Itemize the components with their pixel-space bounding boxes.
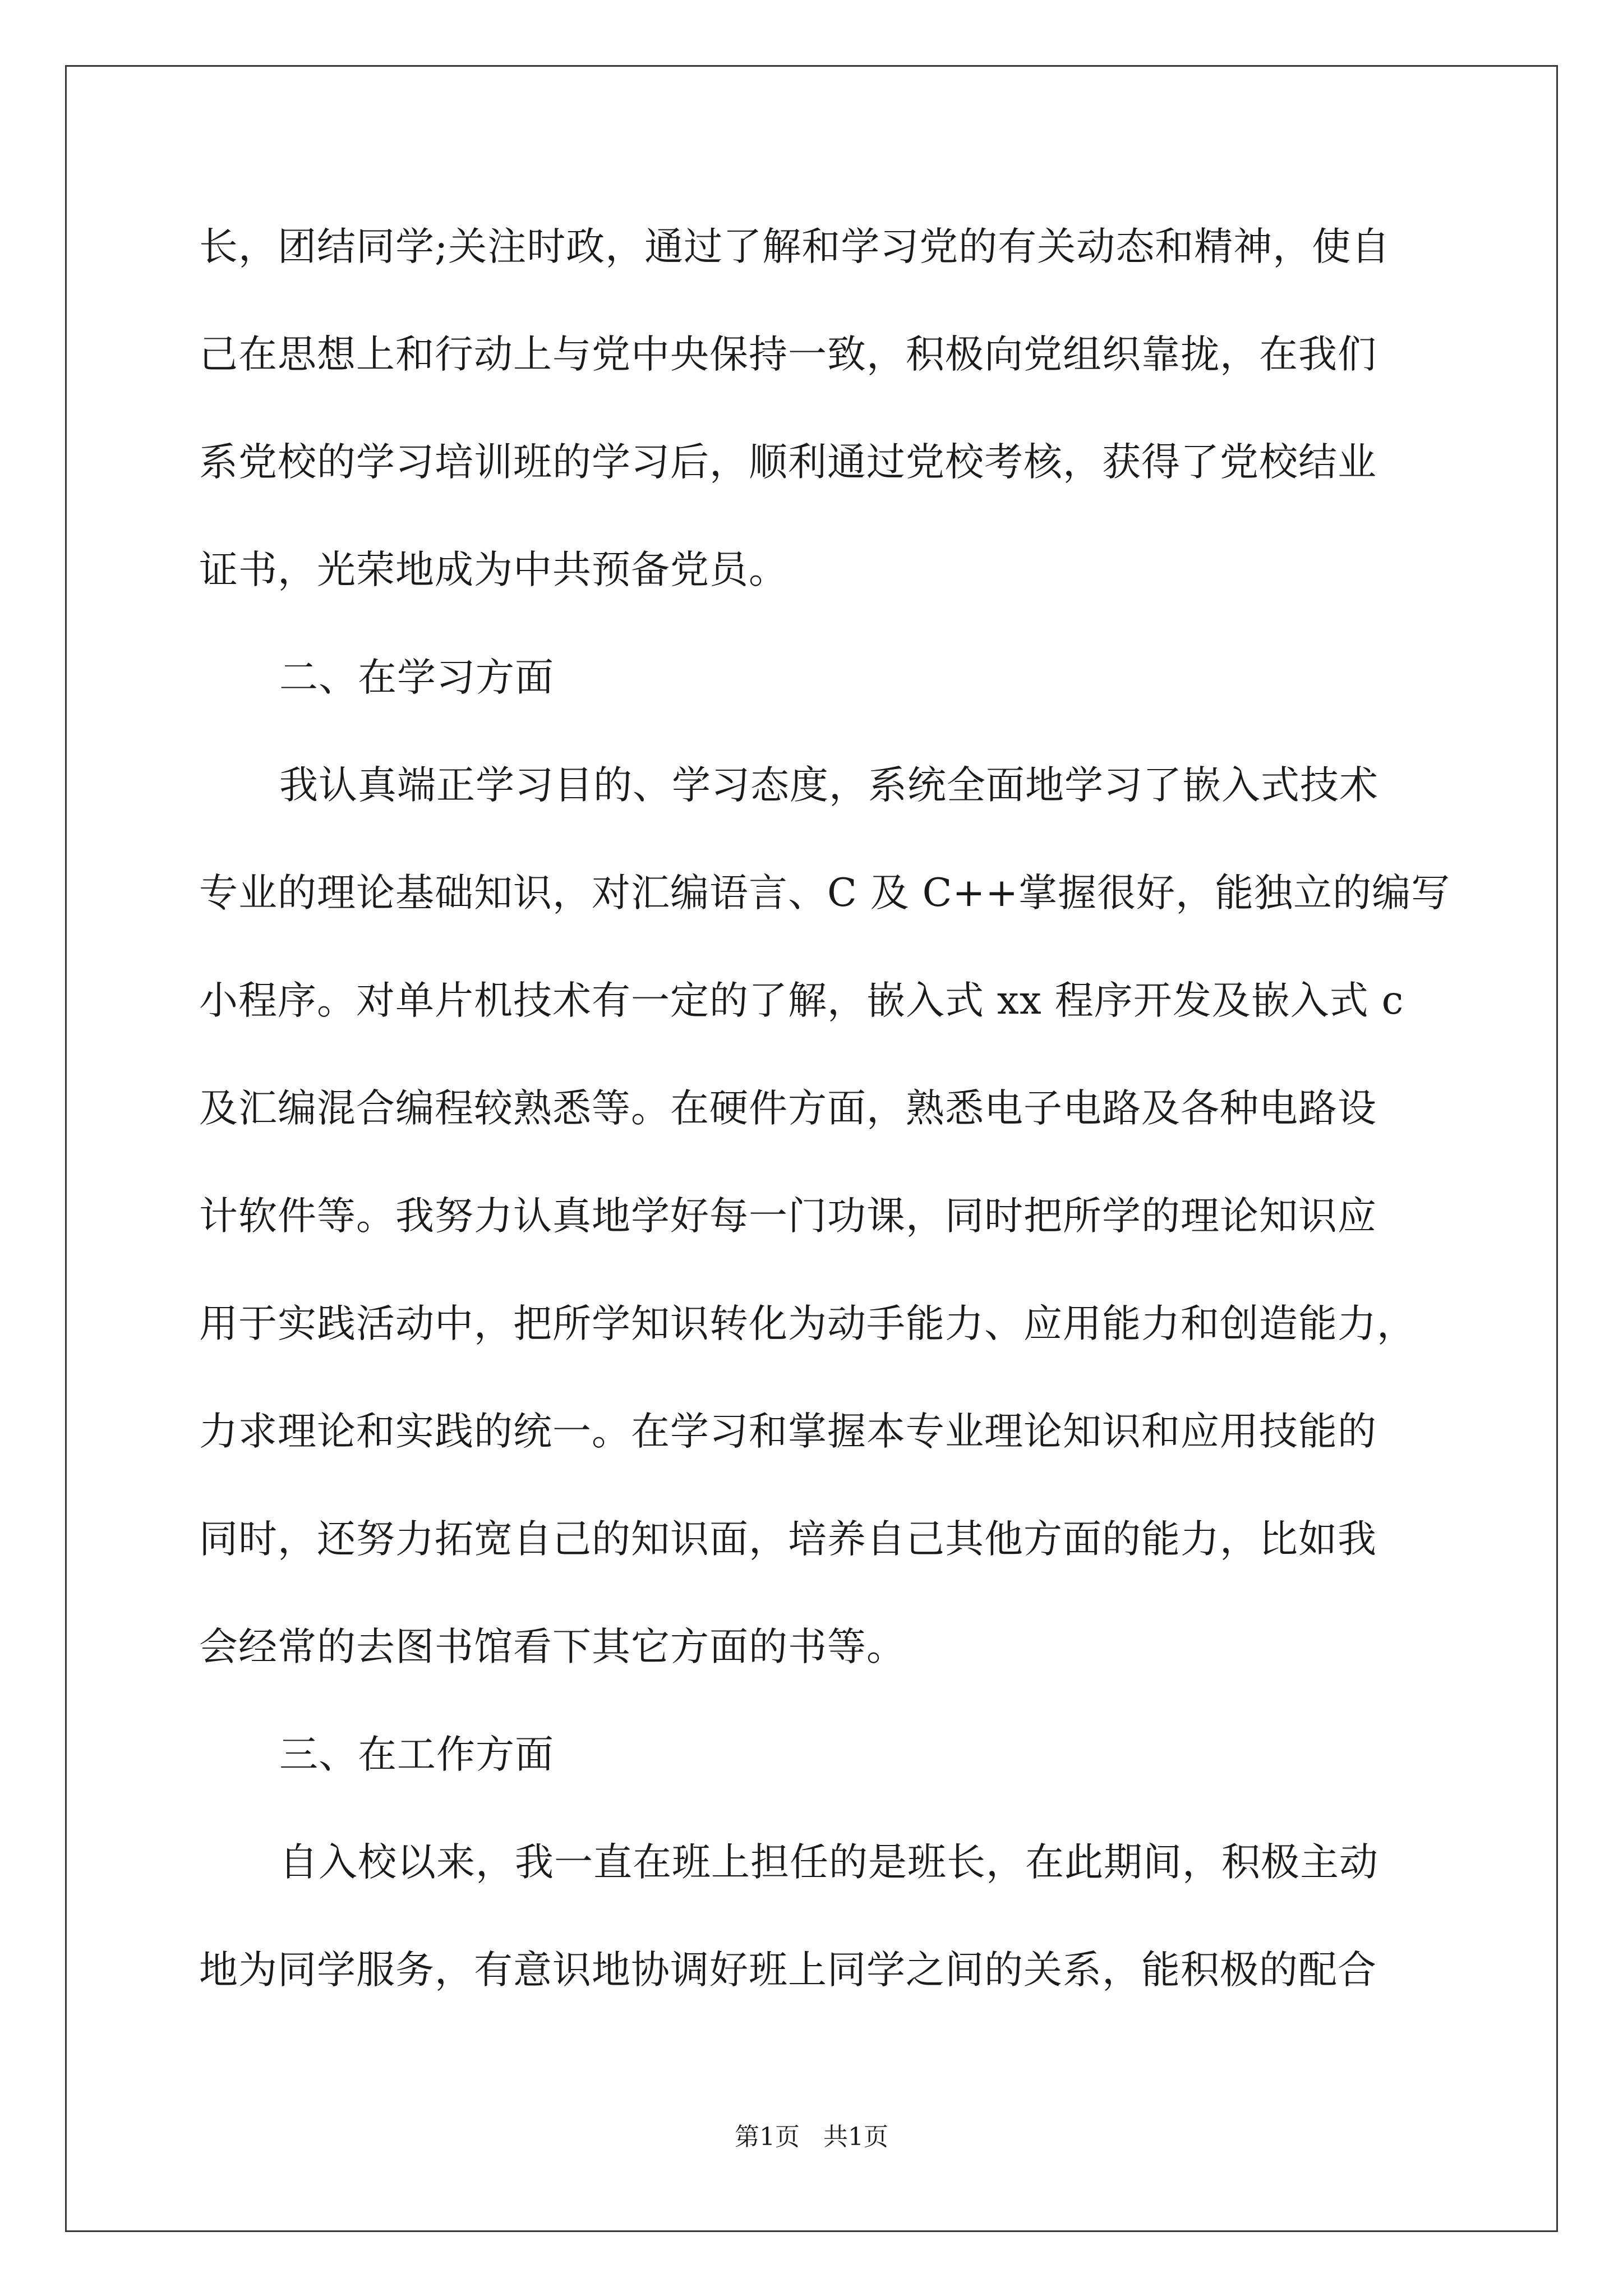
body-text-line: 己在思想上和行动上与党中央保持一致，积极向党组织靠拢，在我们 [199, 332, 1377, 377]
body-text-line: 地为同学服务，有意识地协调好班上同学之间的关系，能积极的配合 [199, 1948, 1377, 1993]
section-heading: 二、在学习方面 [279, 655, 554, 700]
body-text-line: 计软件等。我努力认真地学好每一门功课，同时把所学的理论知识应 [199, 1194, 1377, 1239]
body-text-line: 及汇编混合编程较熟悉等。在硬件方面，熟悉电子电路及各种电路设 [199, 1086, 1377, 1131]
body-text-line: 用于实践活动中，把所学知识转化为动手能力、应用能力和创造能力， [199, 1301, 1416, 1346]
body-text-line: 系党校的学习培训班的学习后，顺利通过党校考核，获得了党校结业 [199, 440, 1377, 485]
body-text-line: 专业的理论基础知识，对汇编语言、C 及 C++掌握很好，能独立的编写 [199, 871, 1451, 915]
page-border [65, 65, 1558, 2232]
body-text-line: 长，团结同学;关注时政，通过了解和学习党的有关动态和精神，使自 [199, 224, 1391, 269]
body-text-line: 自入校以来，我一直在班上担任的是班长，在此期间，积极主动 [279, 1840, 1378, 1885]
body-text-line: 力求理论和实践的统一。在学习和掌握本专业理论知识和应用技能的 [199, 1409, 1377, 1454]
body-text-line: 证书，光荣地成为中共预备党员。 [199, 547, 788, 592]
body-text-line: 我认真端正学习目的、学习态度，系统全面地学习了嵌入式技术 [279, 763, 1378, 808]
body-text-line: 会经常的去图书馆看下其它方面的书等。 [199, 1625, 906, 1669]
body-text-line: 同时，还努力拓宽自己的知识面，培养自己其他方面的能力，比如我 [199, 1517, 1377, 1562]
section-heading: 三、在工作方面 [279, 1732, 554, 1777]
body-text-line: 小程序。对单片机技术有一定的了解，嵌入式 xx 程序开发及嵌入式 c [199, 978, 1404, 1023]
page-number-footer: 第1页 共1页 [735, 2123, 888, 2151]
